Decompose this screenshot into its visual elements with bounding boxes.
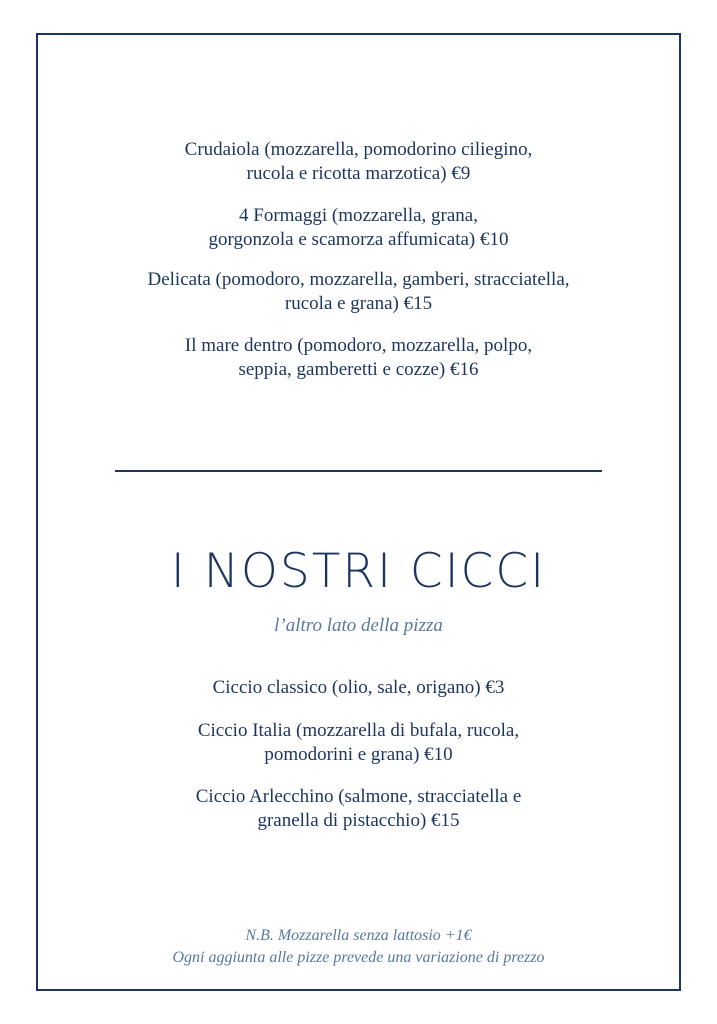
menu-item-line: seppia, gamberetti e cozze) €16	[238, 359, 479, 380]
menu-item-line: Delicata (pomodoro, mozzarella, gamberi, stracciatella,	[147, 269, 570, 290]
menu-item-line: rucola e ricotta marzotica) €9	[246, 163, 471, 184]
menu-item-ciccio-classico	[0, 676, 717, 700]
menu-item-line: granella di pistacchio) €15	[257, 810, 460, 831]
menu-item-line: Ciccio classico (olio, sale, origano) €3	[212, 677, 505, 698]
menu-item-ciccio-italia	[0, 719, 717, 767]
menu-item-delicata	[0, 268, 717, 316]
menu-item-ciccio-arlecchino	[0, 785, 717, 833]
menu-item-line: Crudaiola (mozzarella, pomodorino ciliegino,	[184, 139, 533, 160]
menu-item-line: pomodorini e grana) €10	[264, 744, 453, 765]
menu-item-line: rucola e grana) €15	[284, 293, 433, 314]
menu-item-4-formaggi	[0, 204, 717, 252]
menu-item-line: gorgonzola e scamorza affumicata) €10	[208, 229, 509, 250]
section-subtitle: l’altro lato della pizza	[274, 615, 443, 636]
menu-item-line: 4 Formaggi (mozzarella, grana,	[239, 205, 478, 226]
menu-item-line: Il mare dentro (pomodoro, mozzarella, polpo,	[184, 335, 533, 356]
menu-item-il-mare-dentro	[0, 334, 717, 382]
section-divider	[115, 470, 602, 472]
menu-item-line: Ciccio Arlecchino (salmone, stracciatella e	[195, 786, 522, 807]
note-price-variation: Ogni aggiunta alle pizze prevede una variazione di prezzo	[172, 949, 545, 966]
menu-item-crudaiola	[0, 138, 717, 186]
menu-item-line: Ciccio Italia (mozzarella di bufala, rucola,	[197, 720, 520, 741]
section-title: I NOSTRI CICCI	[170, 544, 547, 599]
note-lactose-free: N.B. Mozzarella senza lattosio +1€	[245, 927, 472, 944]
